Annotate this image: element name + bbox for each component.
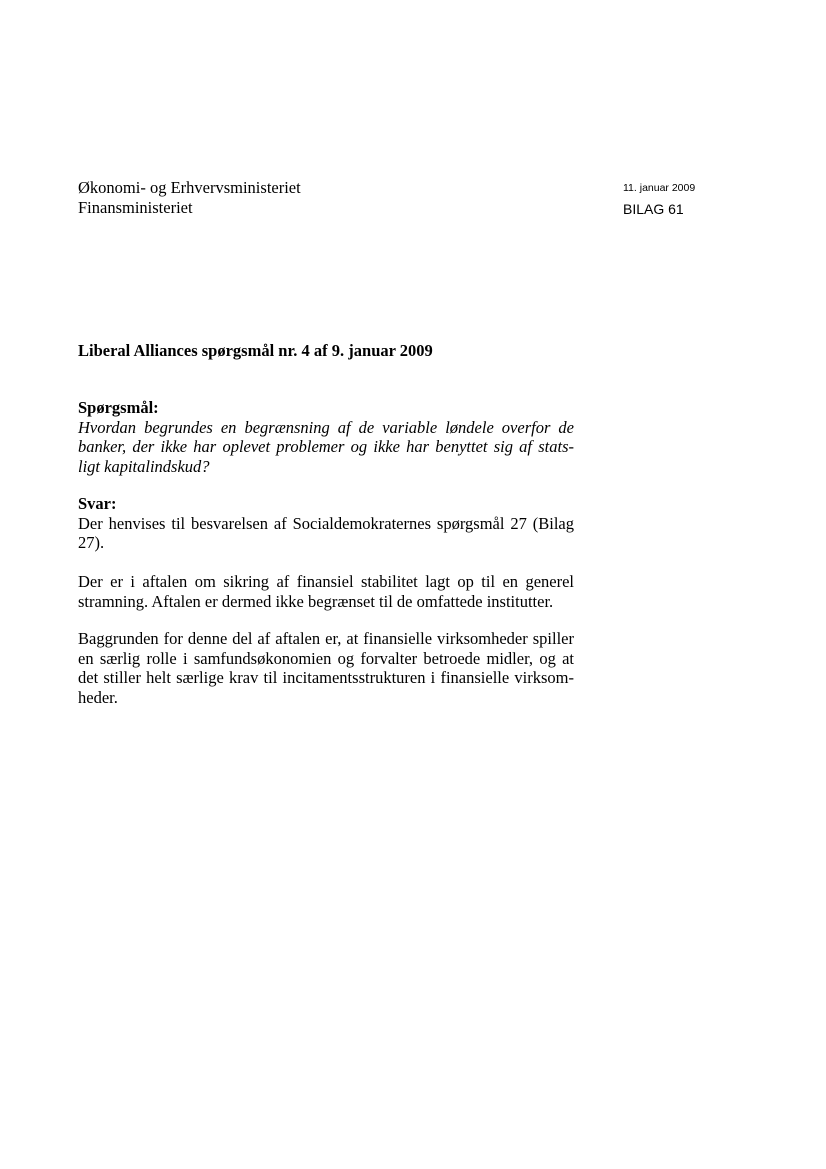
answer-line: stramning. Aftalen er dermed ikke begrænset til de omfattede institutter. [78,591,554,611]
answer-line: 27). [78,533,105,552]
question-line: banker, der ikke har oplevet problemer og ikke har benyttet sig af stats- [78,437,574,456]
answer-paragraph-3 [78,629,574,707]
question-heading: Spørgsmål: [78,398,159,417]
document-date: 11. januar 2009 [623,182,696,194]
question-line: Hvordan begrundes en begrænsning af de variable løndele overfor de [78,417,574,437]
date-block [623,181,695,218]
bilag-number: BILAG 61 [623,201,684,217]
answer-line: Der er i aftalen om sikring af finansiel stabilitet lagt op til en generel [78,572,574,591]
answer-line: det stiller helt særlige krav til incitamentsstrukturen i finansielle virksom- [78,668,574,687]
answer-paragraph-1 [78,514,574,553]
question-text [78,418,574,477]
ministry-name-1: Økonomi- og Erhvervsministeriet [78,178,301,197]
answer-paragraph-2 [78,572,574,611]
answer-line: Der henvises til besvarelsen af Socialdemokraternes spørgsmål 27 (Bilag [78,513,574,533]
answer-line: Baggrunden for denne del af aftalen er, at finansielle virksomheder spiller [78,629,574,648]
answer-heading: Svar: [78,494,117,513]
answer-section [78,494,574,553]
question-line: ligt kapitalindskud? [78,456,210,476]
question-section [78,398,574,476]
document-title: Liberal Alliances spørgsmål nr. 4 af 9. januar 2009 [78,341,433,360]
ministry-name-2: Finansministeriet [78,198,193,217]
answer-line: en særlig rolle i samfundsøkonomien og forvalter betroede midler, og at [78,648,574,668]
answer-line: heder. [78,687,118,707]
sender-block [78,178,301,218]
